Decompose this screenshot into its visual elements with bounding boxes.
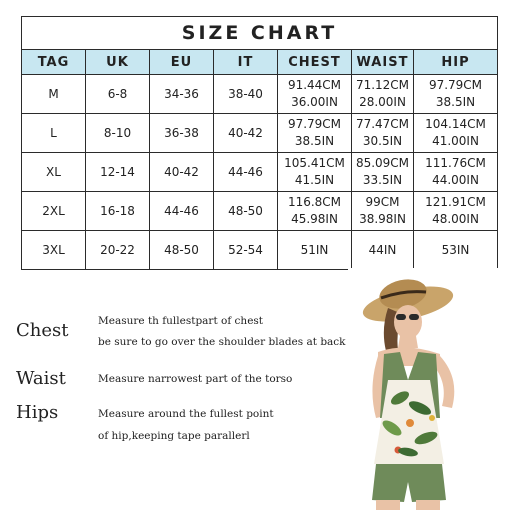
table-cell-tag: M [22, 75, 86, 114]
chest-desc-line1: Measure th fullestpart of chest [98, 315, 264, 327]
cell-line: 97.79CM [428, 78, 483, 92]
hips-desc-line2: of hip,keeping tape parallerl [98, 430, 250, 442]
table-cell-eu: 40-42 [150, 153, 214, 192]
cell-line: 121.91CM [425, 195, 486, 209]
cell-line: 91.44CM [287, 78, 342, 92]
table-cell-uk: 6-8 [86, 75, 150, 114]
hips-term: Hips [16, 402, 59, 423]
table-cell-hip [414, 192, 498, 231]
cell-line: 51IN [300, 242, 329, 257]
table-cell-uk: 12-14 [86, 153, 150, 192]
table-cell-it: 48-50 [214, 192, 278, 231]
cell-line: 28.00IN [359, 95, 406, 109]
cell-line: 53IN [441, 242, 470, 257]
table-cell-tag: XL [22, 153, 86, 192]
table-cell-tag: 2XL [22, 192, 86, 231]
cell-line: 111.76CM [425, 156, 486, 170]
cell-line: 38.98IN [359, 212, 406, 226]
cell-line: 41.00IN [432, 134, 479, 148]
cell-line: 77.47CM [355, 117, 410, 131]
table-cell-eu: 36-38 [150, 114, 214, 153]
cell-line: 104.14CM [425, 117, 486, 131]
table-cell-hip [414, 231, 498, 270]
cell-line: 44IN [368, 242, 397, 257]
cell-line: 33.5IN [362, 173, 403, 187]
cell-line: 30.5IN [362, 134, 403, 148]
cell-line: 71.12CM [355, 78, 410, 92]
column-header: CHEST [278, 50, 352, 75]
table-cell-hip [414, 114, 498, 153]
table-cell-uk: 20-22 [86, 231, 150, 270]
column-header: TAG [22, 50, 86, 75]
table-cell-waist [352, 231, 414, 270]
table-cell-eu: 44-46 [150, 192, 214, 231]
column-header: EU [150, 50, 214, 75]
table-cell-uk: 8-10 [86, 114, 150, 153]
cell-line: 97.79CM [287, 117, 342, 131]
column-header: UK [86, 50, 150, 75]
cell-line: 45.98IN [291, 212, 338, 226]
table-cell-tag: L [22, 114, 86, 153]
cell-line: 116.8CM [287, 195, 342, 209]
cell-line: 85.09CM [355, 156, 410, 170]
size-chart-title: SIZE CHART [22, 17, 498, 50]
cell-line: 41.5IN [294, 173, 335, 187]
cell-line: 99CM [365, 195, 400, 209]
table-cell-it: 52-54 [214, 231, 278, 270]
model-photo [348, 268, 510, 510]
table-cell-chest [278, 231, 352, 270]
chest-term: Chest [16, 320, 69, 341]
table-cell-uk: 16-18 [86, 192, 150, 231]
table-cell-it: 40-42 [214, 114, 278, 153]
hips-desc-line1: Measure around the fullest point [98, 408, 274, 420]
cell-line: 38.5IN [435, 95, 476, 109]
table-cell-tag: 3XL [22, 231, 86, 270]
table-cell-eu: 48-50 [150, 231, 214, 270]
table-cell-it: 44-46 [214, 153, 278, 192]
table-cell-it: 38-40 [214, 75, 278, 114]
table-cell-waist [352, 153, 414, 192]
cell-line: 36.00IN [291, 95, 338, 109]
waist-desc-line1: Measure narrowest part of the torso [98, 373, 293, 385]
table-cell-waist [352, 75, 414, 114]
column-header: WAIST [352, 50, 414, 75]
column-header: HIP [414, 50, 498, 75]
table-cell-waist [352, 192, 414, 231]
cell-line: 38.5IN [294, 134, 335, 148]
waist-term: Waist [16, 368, 66, 389]
table-cell-hip [414, 75, 498, 114]
cell-line: 44.00IN [432, 173, 479, 187]
column-header: IT [214, 50, 278, 75]
table-row [22, 231, 498, 270]
cell-line: 48.00IN [432, 212, 479, 226]
cell-line: 105.41CM [284, 156, 345, 170]
chest-desc-line2: be sure to go over the shoulder blades at back [98, 336, 346, 348]
table-cell-hip [414, 153, 498, 192]
table-cell-eu: 34-36 [150, 75, 214, 114]
table-cell-waist [352, 114, 414, 153]
